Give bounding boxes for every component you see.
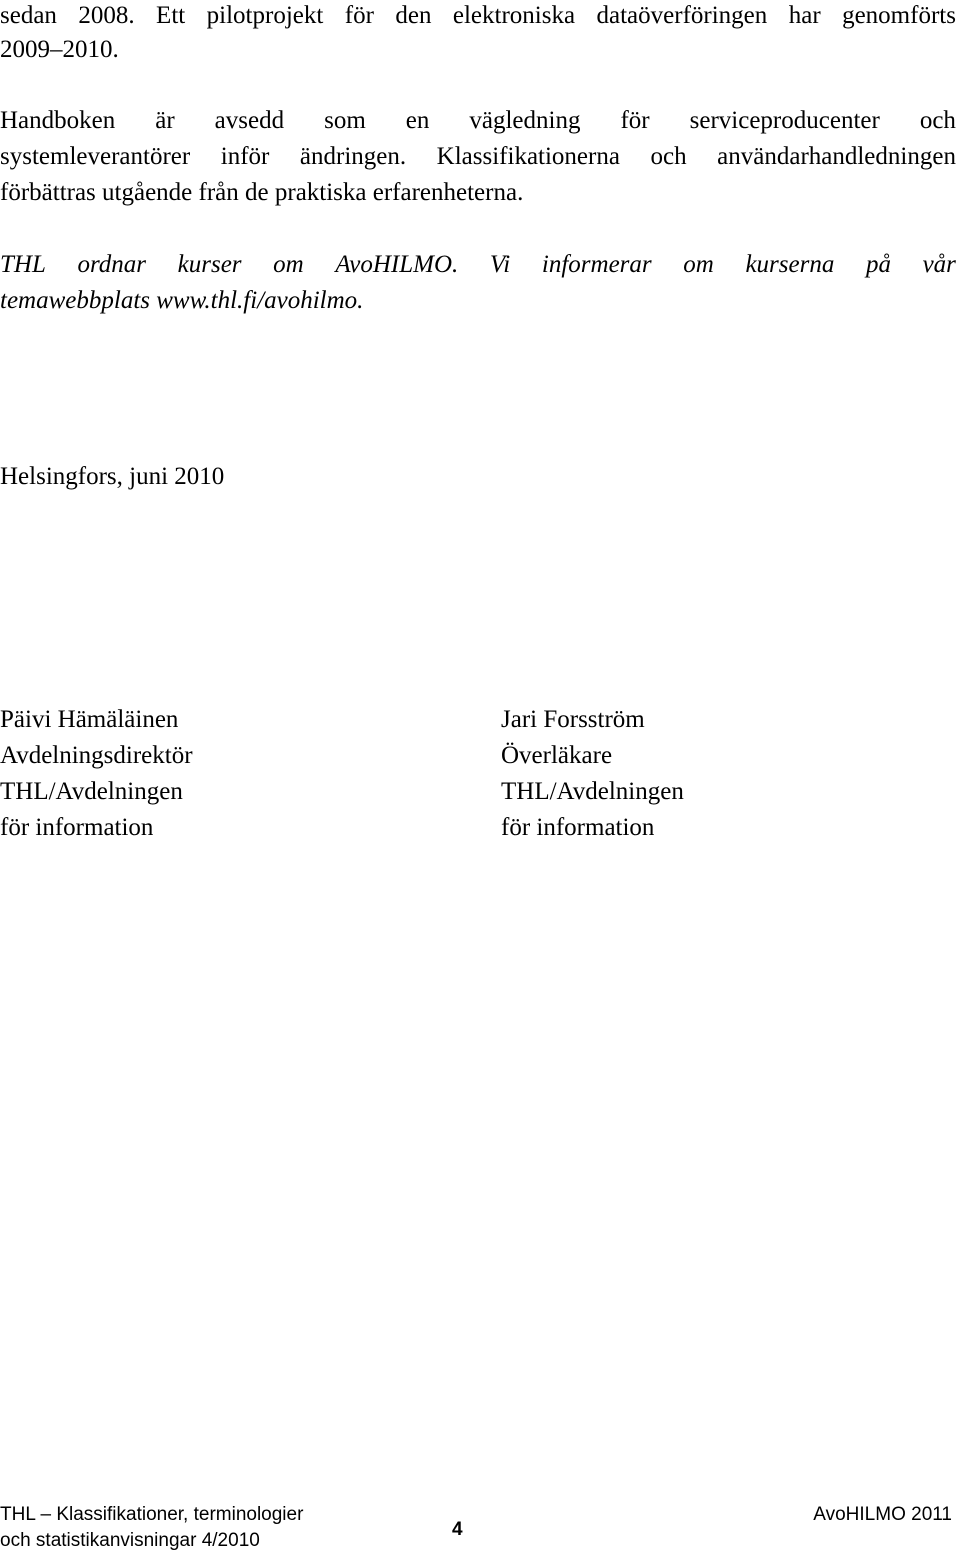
word: på [865, 251, 891, 278]
word: AvoHILMO. [335, 251, 459, 278]
signatory-title: Avdelningsdirektör [0, 742, 193, 769]
signature-block-left [0, 702, 193, 846]
word: informerar [541, 251, 652, 278]
signatory-department: för information [501, 814, 655, 841]
word: är [155, 107, 175, 134]
word: dataöverföringen [596, 2, 768, 29]
word: pilotprojekt [206, 2, 324, 29]
word: en [405, 107, 430, 134]
word: har [788, 2, 821, 29]
word: Handboken [0, 107, 116, 134]
footer-publication-line1: THL – Klassifikationer, terminologier [0, 1504, 304, 1525]
signatory-name: Jari Forsström [501, 706, 645, 733]
signatory-organization: THL/Avdelningen [0, 778, 183, 805]
word: kurserna [745, 251, 835, 278]
paragraph3-line2: temawebbplats www.thl.fi/avohilmo. [0, 287, 364, 314]
word: 2008. [78, 2, 135, 29]
paragraph1-line1 [0, 0, 956, 34]
word: avsedd [214, 107, 285, 134]
word: vägledning [469, 107, 581, 134]
word: systemleverantörer [0, 143, 191, 170]
word: sedan [0, 2, 57, 29]
word: om [273, 251, 304, 278]
paragraph3-line1 [0, 247, 956, 283]
word: THL [0, 251, 46, 278]
word: som [324, 107, 366, 134]
word: Vi [489, 251, 511, 278]
word: för [620, 107, 650, 134]
word: om [683, 251, 714, 278]
word: användarhandledningen [717, 143, 956, 170]
place-date: Helsingfors, juni 2010 [0, 463, 225, 490]
paragraph1-line2: 2009–2010. [0, 36, 119, 63]
paragraph2-line3: förbättras utgående från de praktiska erfarenheterna. [0, 179, 524, 206]
word: elektroniska [452, 2, 576, 29]
word: ordnar [77, 251, 147, 278]
paragraph2-line2 [0, 139, 956, 175]
signatory-title: Överläkare [501, 742, 613, 769]
word: och [919, 107, 956, 134]
paragraph2-line1 [0, 103, 956, 139]
word: och [650, 143, 687, 170]
signatory-name: Päivi Hämäläinen [0, 706, 179, 733]
footer-document-title: AvoHILMO 2011 [813, 1504, 952, 1525]
footer-publication-line2: och statistikanvisningar 4/2010 [0, 1530, 260, 1551]
word: ändringen. [299, 143, 407, 170]
word: för [344, 2, 374, 29]
word: Klassifikationerna [436, 143, 620, 170]
word: den [395, 2, 432, 29]
signature-block-right [501, 702, 684, 846]
footer-publication [0, 1502, 303, 1554]
word: inför [220, 143, 270, 170]
page-number: 4 [452, 1519, 463, 1540]
signatory-organization: THL/Avdelningen [501, 778, 684, 805]
word: Ett [156, 2, 186, 29]
word: genomförts [842, 2, 956, 29]
word: vår [922, 251, 956, 278]
word: kurser [177, 251, 242, 278]
signatory-department: för information [0, 814, 154, 841]
word: serviceproducenter [689, 107, 880, 134]
